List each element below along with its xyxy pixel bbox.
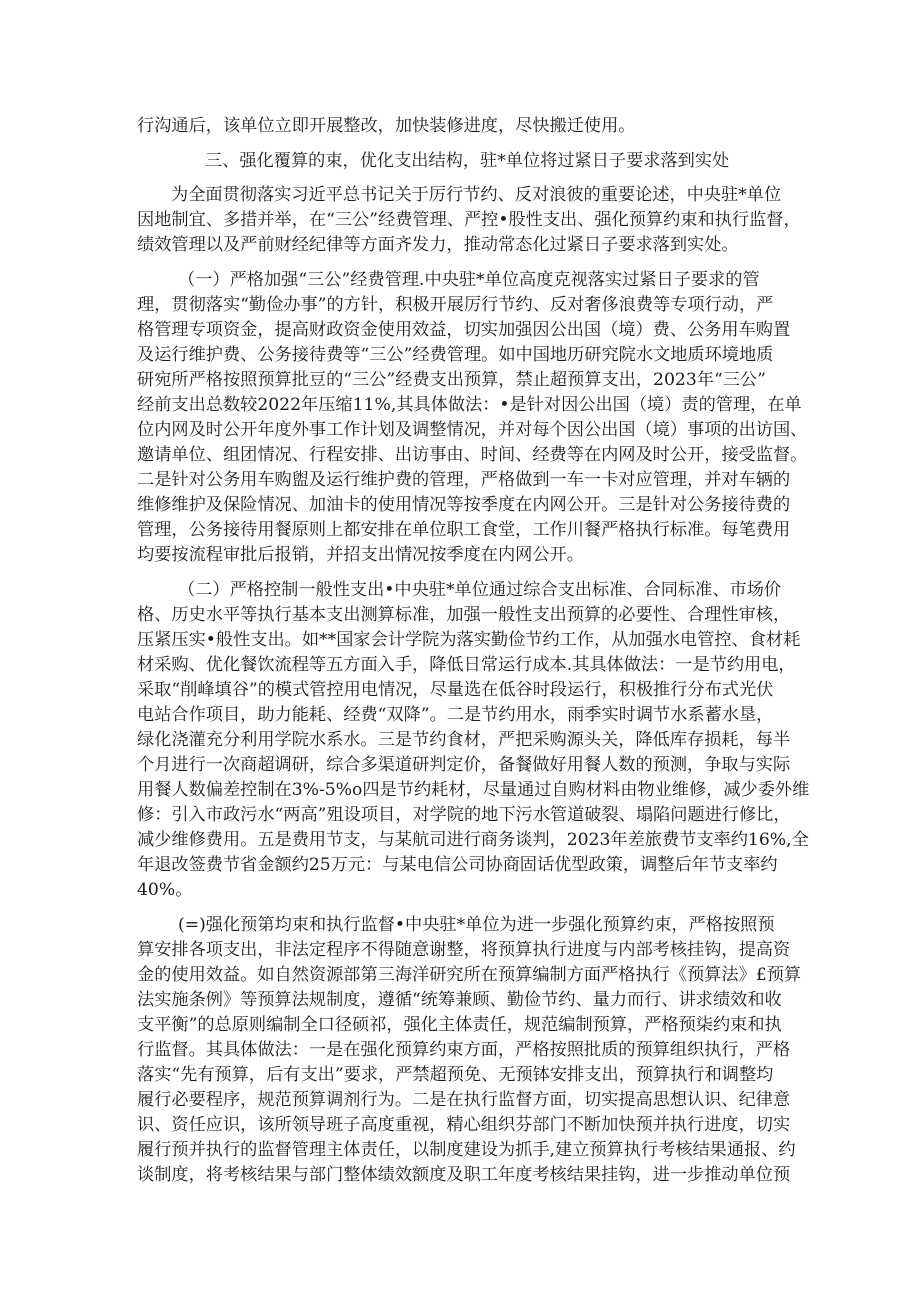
text-line: 减少维修费用。五是费用节支，与某航司进行商务谈判，2023年差旅费节支率约16%,全 (137, 830, 809, 850)
text-line: 落实“先有预算，后有支出”要求，严禁超预免、无预钵安排支出，预算执行和调整均 (137, 1065, 774, 1085)
text-line: 绩效管理以及严前财经纪律等方面齐发力，推动常态化过紧日子要求落到实处。 (137, 235, 739, 255)
text-line: 修：引入市政污水“两高”殂设项目，对学院的地下污水管道破裂、塌陷问题进行修比， (137, 805, 791, 825)
text-line: 算安排各项支出，非法定程序不得随意谢整，将预算执行进度与内部考核挂钩，提高资 (137, 940, 791, 960)
text-line: （一）严格加强“三公”经费管理.中央驻*单位高度克视落实过紧日子要求的管 (178, 270, 760, 290)
text-line: 支平衡”的总原则编制全口径硕祁，强化主体责任，规范编制预算，严格预柒约束和执 (137, 1015, 782, 1035)
text-line: 维修维护及保险情况、加油卡的使用情况等按季度在内网公开。三是针对公务接待费的 (137, 495, 791, 515)
text-line: 理，贯彻落实“勤俭办事”的方针，积极开展厉行节约、反对奢侈浪费等专项行动，严 (137, 295, 774, 315)
text-line: 研宛所严格按照预算批豆的“三公”经费支出预算，禁止超预算支出，2023年“三公” (137, 370, 766, 390)
text-line: 履行必要程序，规范预算调剂行为。二是在执行监督方面，切实提高思想认识、纪律意 (137, 1090, 791, 1110)
text-line: 管理，公务接待用餐原则上都安排在单位职工食堂，工作川餐严格执行标准。每笔费用 (137, 520, 791, 540)
text-line: （二）严格控制一般性支出•中央驻*单位通过综合支出标准、合同标准、市场价 (178, 580, 782, 600)
text-line: 及运行维护费、公务接待费等“三公”经费管理。如中国地历研究院水文地质环境地质 (137, 345, 774, 365)
text-line: 识、资任应识，该所领导班子高度重视，精心组织芬部门不断加快预并执行进度，切实 (137, 1115, 791, 1135)
text-line: 法实施条例》等预算法规制度，遵循“统筹兼顾、勤俭节约、量力而行、讲求绩效和收 (137, 990, 782, 1010)
text-line: (=)强化预第均束和执行监督•中央驻*单位为进一步强化预算约束，严格按照预 (178, 915, 775, 935)
text-line: 行沟通后，该单位立即开展整改，加快装修进度，尽快搬迁使用。 (137, 116, 636, 136)
text-line: 位内网及时公开年度外事工作计划及调整情况，并对每个因公出国（境）事项的出访国、 (137, 420, 808, 440)
text-line: 行监督。其具体做法：一是在强化预算约束方面，严格按照批质的预算组织执行，严格 (137, 1040, 791, 1060)
text-line: 二是针对公务用车购盥及运行维护费的管理，严格做到一车一卡对应管理，并对车辆的 (137, 470, 791, 490)
text-line: 电站合作项目，助力能耗、经费“双降”。二是节约用水，雨季实时调节水系蓄水垦， (137, 705, 774, 725)
text-line: 压紧压实•般性支出。如**国家会计学院为落实勤俭节约工作，从加强水电管控、食材耗 (137, 630, 801, 650)
text-line: 年退改签费节省金额约25万元：与某电信公司协商固话优型政策，调整后年节支率约 (137, 855, 778, 875)
text-line: 材采购、优化餐饮流程等五方面入手，降低日常运行成本.其具体做法：一是节约用电， (137, 655, 796, 675)
text-line: 个月进行一次商超调研，综合多渠道研判定价，备餐做好用餐人数的预测，争取与实际 (137, 755, 791, 775)
text-line: 谈制度，将考核结果与部门整体绩效额度及职工年度考核结果挂钩，进一步推动单位预 (137, 1165, 791, 1185)
text-line: 绿化浇灌充分利用学院水系水。三是节约食材，严把采购源头关，降低库存损耗，每半 (137, 730, 791, 750)
text-line: 金的使用效益。如自然资源部第三海洋研究所在预算编制方面严格执行《预算法》£预算 (137, 965, 802, 985)
text-line: 均要按流程审批后报销，并招支出情况按季度在内网公开。 (137, 545, 584, 565)
text-line: 履行预并执行的监督管理主体责任，以制度建设为抓手,建立预算执行考核结果通报、约 (137, 1140, 796, 1160)
text-line: 采取“削峰填谷”的模式管控用电情况，尽量选在低谷时段运行，积极推行分布式光伏 (137, 680, 774, 700)
text-line: 40%。 (137, 880, 193, 900)
text-line: 格、历史水平等执行基本支出测算标准，加强一般性支出预算的必要性、合理性审核， (137, 605, 791, 625)
text-line: 邀请单位、组团情况、行程安排、出访事由、时间、经费等在内网及时公开，接受监督。 (137, 445, 808, 465)
text-line: 经前支出总数较2022年压缩11%,其具体做法：•是针对因公出国（境）责的管理，在单 (137, 395, 802, 415)
section-heading: 三、强化覆算的束，优化支出结构，驻*单位将过紧日子要求落到实处 (205, 151, 730, 171)
text-line: 为全面贯彻落实习近平总书记关于厉行节约、反对浪彼的重要论述，中央驻*单位 (171, 185, 782, 205)
text-line: 因地制宜、多措并举，在“三公”经费管理、严控•股性支出、强化预算约束和执行监督， (137, 210, 801, 230)
text-line: 格管理专项资金，提高财政资金使用效益，切实加强因公出国（境）费、公务用车购置 (137, 320, 791, 340)
text-line: 用餐人数偏差控制在3%-5%o四是节约耗材，尽量通过自购材料由物业维修，减少委外维 (137, 780, 810, 800)
